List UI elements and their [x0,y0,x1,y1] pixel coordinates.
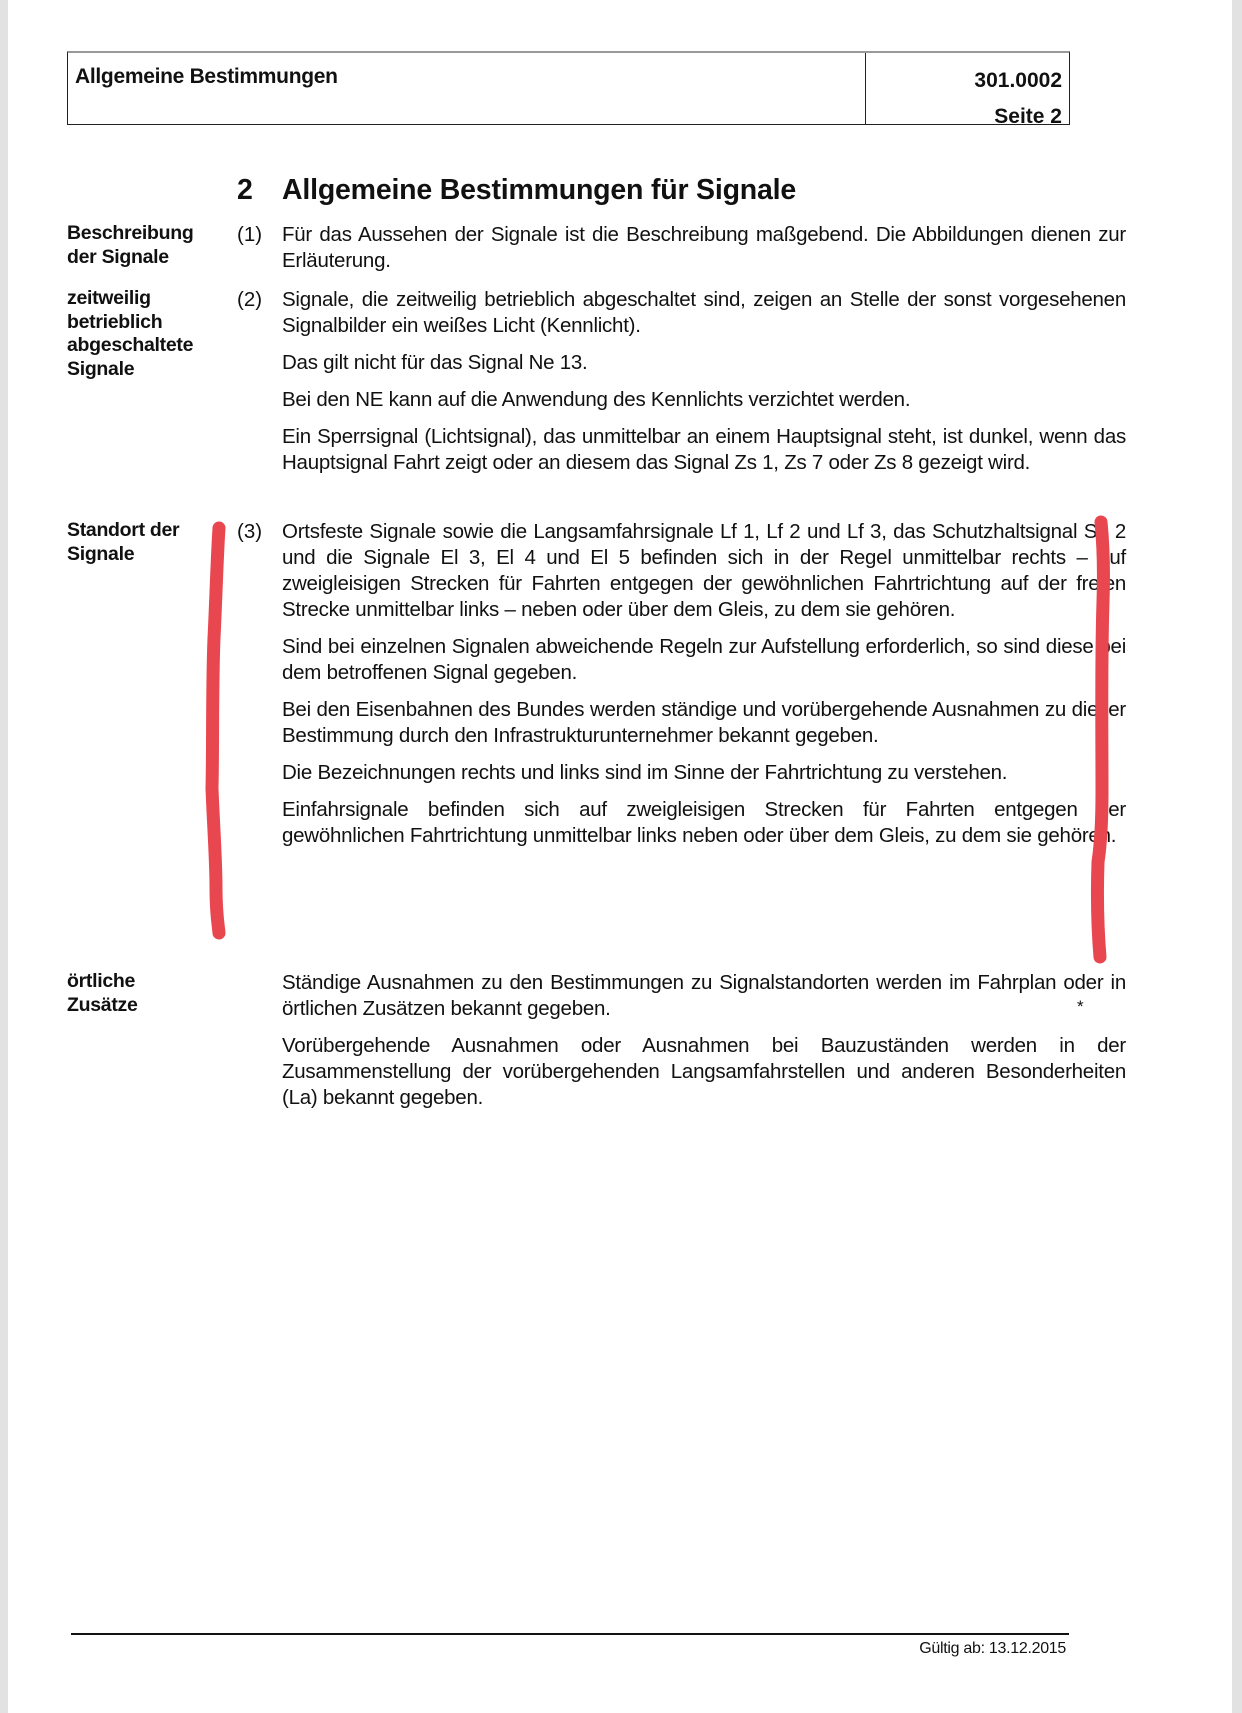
paragraph-body [282,519,1126,860]
paragraph: Ständige Ausnahmen zu den Bestimmungen zu Signalstandorten werden im Fahrplan oder in örtlichen Zusätzen bekannt gegeben. [282,971,1126,1020]
page-header [67,51,1070,128]
document-page [8,0,1232,1713]
paragraph: Für das Aussehen der Signale ist die Beschreibung maßgebend. Die Abbildungen dienen zur Erläuterung. [282,223,1126,272]
paragraph-number: (1) [237,223,263,246]
paragraph: Die Bezeichnungen rechts und links sind im Sinne der Fahrtrichtung zu verstehen. [282,761,1008,784]
paragraph: Ortsfeste Signale sowie die Langsamfahrsignale Lf 1, Lf 2 und Lf 3, das Schutzhaltsignal Sh 2 und die Signale El 3, El 4 und El 5 befinden sich in der Regel unmittelbar rechts – auf zweigleisigen Strecken für Fahrten entgegen der gewöhnlichen Fahrtrichtung auf der freien Strecke unmittelbar links – neben oder über dem Gleis, zu dem sie gehören. [282,520,1126,621]
margin-label: Standort der Signale [67,519,180,565]
paragraph: Bei den Eisenbahnen des Bundes werden ständige und vorübergehende Ausnahmen zu dieser Bestimmung durch den Infrastrukturunternehmer bekannt gegeben. [282,698,1126,747]
section-number: 2 [237,174,253,206]
header-meta [866,53,1069,128]
section-title: Allgemeine Bestimmungen für Signale [282,174,797,206]
margin-label: örtliche Zusätze [67,970,138,1016]
paragraph-number: (3) [237,520,263,543]
doc-number: 301.0002 [974,69,1062,92]
paragraph: Ein Sperrsignal (Lichtsignal), das unmittelbar an einem Hauptsignal steht, ist dunkel, wenn das Hauptsignal Fahrt zeigt oder an diesem das Signal Zs 1, Zs 7 oder Zs 8 gezeigt wird. [282,425,1126,474]
page-label: Seite 2 [994,105,1062,128]
margin-label: zeitweilig betrieblich abgeschaltete Signale [67,287,194,380]
section-heading [237,174,796,207]
red-annotation-left-stroke [204,518,234,943]
paragraph-body [282,287,1126,487]
paragraph-body [282,970,1126,1122]
paragraph: Sind bei einzelnen Signalen abweichende Regeln zur Aufstellung erforderlich, so sind diese bei dem betroffenen Signal gegeben. [282,635,1126,684]
footer-rule [71,1633,1069,1635]
paragraph-body [282,222,1126,285]
margin-label: Beschreibung der Signale [67,222,194,268]
paragraph: Vorübergehende Ausnahmen oder Ausnahmen bei Bauzuständen werden in der Zusammenstellung der vorübergehenden Langsamfahrstellen und anderen Besonderheiten (La) bekannt gegeben. [282,1034,1126,1109]
footer-valid-from: Gültig ab: 13.12.2015 [919,1640,1066,1657]
paragraph: Signale, die zeitweilig betrieblich abgeschaltet sind, zeigen an Stelle der sonst vorgesehenen Signalbilder ein weißes Licht (Kennlicht). [282,288,1126,337]
paragraph-number: (2) [237,288,263,311]
red-annotation-right-stroke [1088,512,1118,967]
header-title: Allgemeine Bestimmungen [68,53,866,124]
paragraph: Einfahrsignale befinden sich auf zweigleisigen Strecken für Fahrten entgegen der gewöhnlichen Fahrtrichtung unmittelbar links neben oder über dem Gleis, zu dem sie gehören. [282,798,1126,847]
paragraph: Das gilt nicht für das Signal Ne 13. [282,351,588,374]
change-marker: * [1077,997,1084,1016]
paragraph: Bei den NE kann auf die Anwendung des Kennlichts verzichtet werden. [282,388,911,411]
